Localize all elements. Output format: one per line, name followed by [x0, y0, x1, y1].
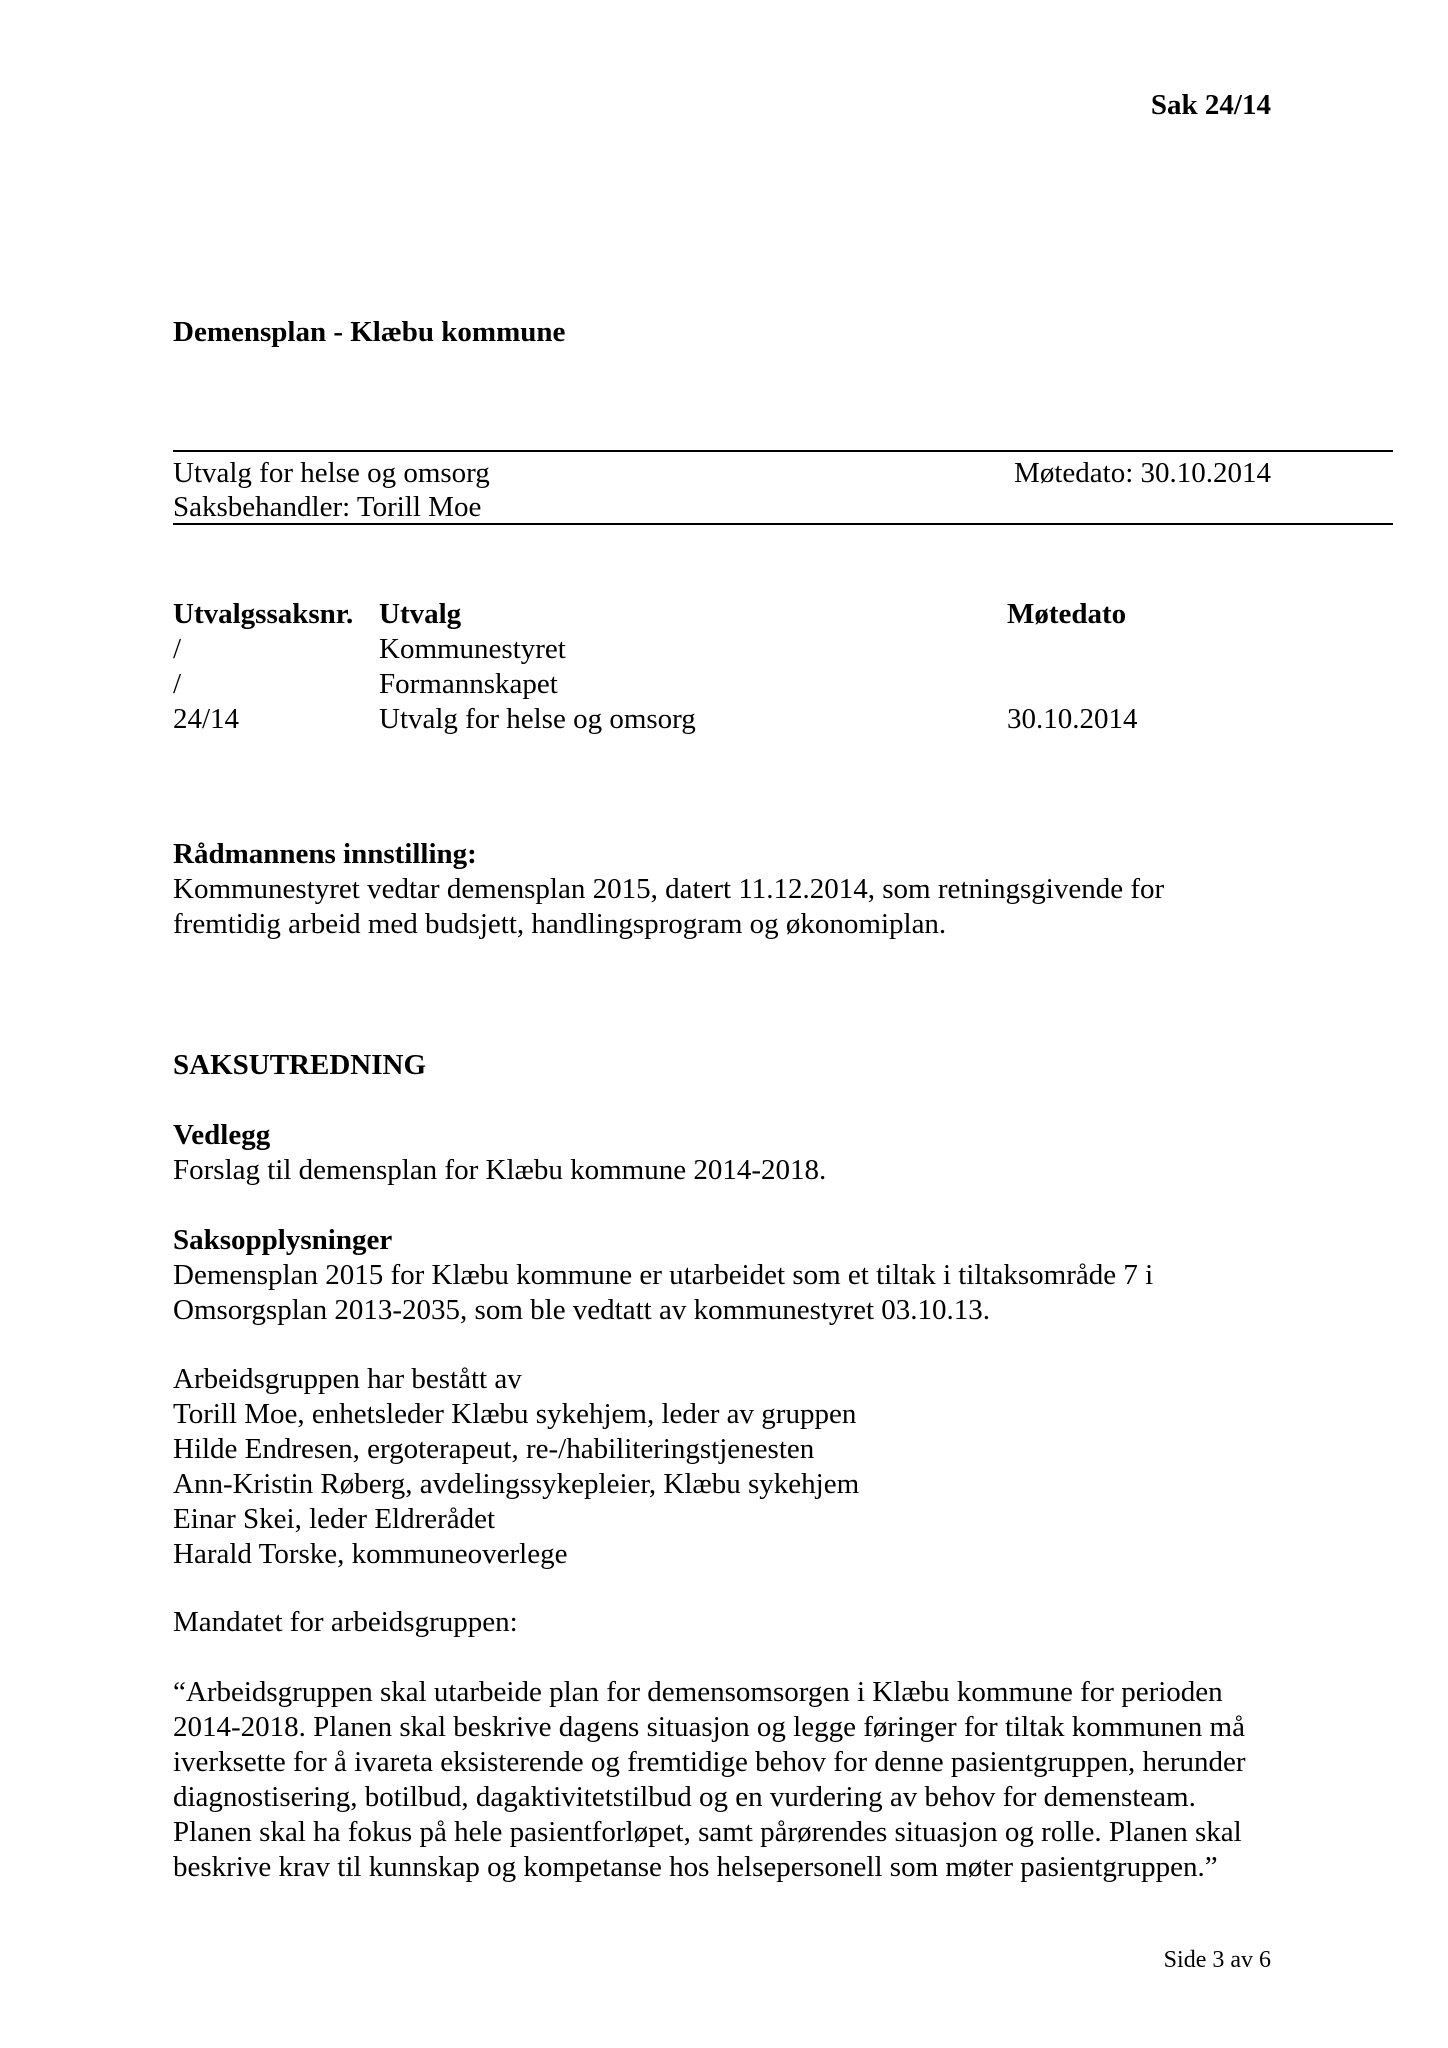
- document-title: Demensplan - Klæbu kommune: [173, 316, 566, 348]
- attachments-line: Forslag til demensplan for Klæbu kommune 2014-2018.: [173, 1154, 827, 1186]
- working-group-member: Einar Skei, leder Eldrerådet: [173, 1503, 496, 1535]
- table-header-cell: Møtedato: [1007, 598, 1127, 630]
- working-group-block: [173, 1362, 859, 1572]
- working-group-member: Hilde Endresen, ergoterapeut, re-/habiliteringstjenesten: [173, 1433, 815, 1465]
- table-row: [173, 633, 1173, 668]
- table-cell: /: [173, 668, 182, 700]
- page-number: Side 3 av 6: [1163, 1947, 1271, 1973]
- header-rule-bottom: [173, 523, 1393, 525]
- mandate-line: Planen skal ha fokus på hele pasientforløpet, samt pårørendes situasjon og rolle. Planen skal: [173, 1816, 1242, 1848]
- mandate-line: diagnostisering, botilbud, dagaktivitetstilbud og en vurdering av behov for demensteam.: [173, 1781, 1196, 1813]
- table-cell: [1007, 633, 1173, 668]
- meeting-date: Møtedato: 30.10.2014: [1014, 457, 1271, 489]
- case-info-line: Demensplan 2015 for Klæbu kommune er utarbeidet som et tiltak i tiltaksområde 7 i: [173, 1259, 1154, 1291]
- header-rule-top: [173, 450, 1393, 452]
- mandate-intro: Mandatet for arbeidsgruppen:: [173, 1606, 518, 1638]
- mandate-block: [173, 1675, 1246, 1885]
- working-group-line: Arbeidsgruppen har bestått av: [173, 1363, 522, 1395]
- table-cell: 24/14: [173, 703, 240, 735]
- recommendation-block: [173, 837, 1164, 942]
- committee-table: [173, 598, 1173, 738]
- table-cell: Utvalg for helse og omsorg: [379, 703, 696, 735]
- case-info-line: Omsorgsplan 2013-2035, som ble vedtatt av kommunestyret 03.10.13.: [173, 1294, 991, 1326]
- table-cell: [1007, 668, 1173, 703]
- table-cell: Formannskapet: [379, 668, 558, 700]
- table-row: [173, 703, 1173, 738]
- working-group-member: Torill Moe, enhetsleder Klæbu sykehjem, leder av gruppen: [173, 1398, 857, 1430]
- table-cell: /: [173, 633, 182, 665]
- working-group-member: Ann-Kristin Røberg, avdelingssykepleier, Klæbu sykehjem: [173, 1468, 860, 1500]
- mandate-line: “Arbeidsgruppen skal utarbeide plan for demensomsorgen i Klæbu kommune for perioden: [173, 1676, 1223, 1708]
- mandate-line: 2014-2018. Planen skal beskrive dagens situasjon og legge føringer for tiltak kommunen må: [173, 1711, 1245, 1743]
- committee-name: Utvalg for helse og omsorg: [173, 457, 490, 489]
- attachments-heading: Vedlegg: [173, 1119, 271, 1151]
- case-info-block: [173, 1223, 1153, 1328]
- working-group-member: Harald Torske, kommuneoverlege: [173, 1538, 568, 1570]
- table-row: [173, 668, 1173, 703]
- recommendation-line: fremtidig arbeid med budsjett, handlingsprogram og økonomiplan.: [173, 908, 947, 940]
- recommendation-line: Kommunestyret vedtar demensplan 2015, datert 11.12.2014, som retningsgivende for: [173, 873, 1165, 905]
- table-header-cell: Utvalgssaksnr.: [173, 598, 354, 630]
- case-reference: Sak 24/14: [1150, 89, 1271, 121]
- recommendation-heading: Rådmannens innstilling:: [173, 838, 477, 870]
- section-heading: SAKSUTREDNING: [173, 1049, 426, 1081]
- case-info-heading: Saksopplysninger: [173, 1224, 393, 1256]
- table-header-cell: Utvalg: [379, 598, 462, 630]
- table-cell: 30.10.2014: [1007, 703, 1138, 735]
- attachments-block: [173, 1118, 826, 1188]
- table-header-row: [173, 598, 1173, 633]
- mandate-line: beskrive krav til kunnskap og kompetanse hos helsepersonell som møter pasientgruppen.”: [173, 1851, 1218, 1883]
- mandate-line: iverksette for å ivareta eksisterende og fremtidige behov for denne pasientgruppen, herunder: [173, 1746, 1246, 1778]
- case-officer: Saksbehandler: Torill Moe: [173, 491, 482, 523]
- table-cell: Kommunestyret: [379, 633, 566, 665]
